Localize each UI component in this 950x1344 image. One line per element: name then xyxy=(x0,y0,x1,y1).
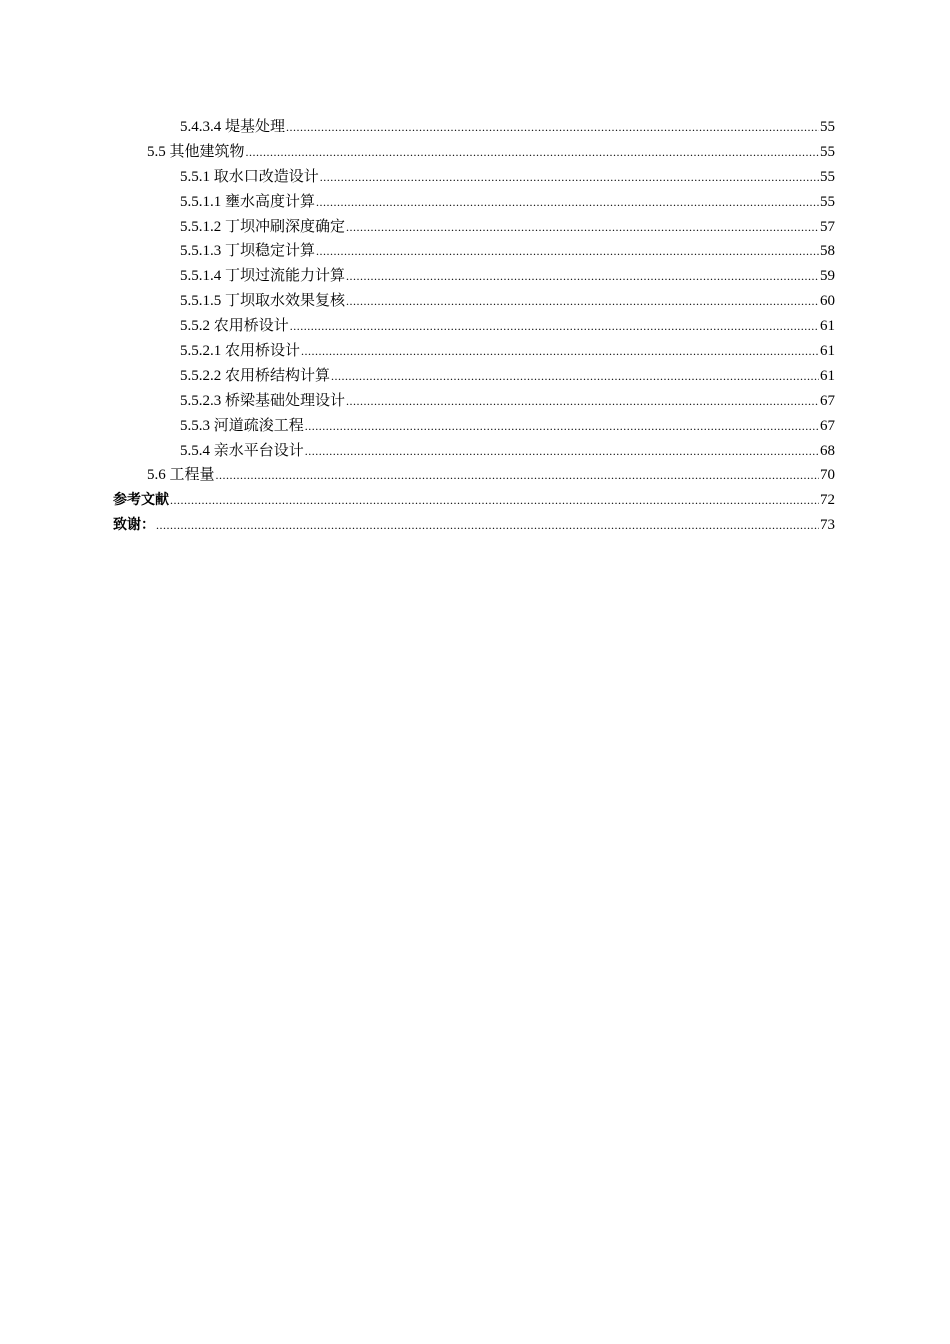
toc-entry-title: 5.6 工程量 xyxy=(147,467,215,484)
toc-leader-dots xyxy=(216,463,819,488)
toc-entry-title: 5.5.1 取水口改造设计 xyxy=(180,168,319,185)
toc-leader-dots xyxy=(170,488,819,513)
toc-entry-page: 67 xyxy=(820,392,835,409)
toc-entry-title: 5.5.2.1 农用桥设计 xyxy=(180,343,301,360)
toc-leader-dots xyxy=(156,513,819,538)
toc-entry-page: 55 xyxy=(820,168,835,185)
toc-entry-title: 致谢： xyxy=(113,517,155,534)
toc-entry[interactable] xyxy=(0,339,835,364)
toc-leader-dots xyxy=(320,165,819,190)
toc-entry-page: 67 xyxy=(820,417,835,434)
toc-leader-dots xyxy=(290,314,819,339)
toc-entry[interactable] xyxy=(0,314,835,339)
toc-leader-dots xyxy=(301,339,819,364)
toc-entry-page: 55 xyxy=(820,143,835,160)
toc-entry-title: 5.4.3.4 堤基处理 xyxy=(180,119,286,135)
toc-leader-dots xyxy=(346,289,819,314)
toc-entry-page: 68 xyxy=(820,442,835,459)
toc-entry-title: 参考文献 xyxy=(113,492,169,509)
toc-entry[interactable] xyxy=(0,115,835,140)
toc-leader-dots xyxy=(305,439,819,464)
toc-entry-page: 59 xyxy=(820,268,835,285)
toc-entry[interactable] xyxy=(0,215,835,240)
toc-entry-page: 55 xyxy=(820,119,835,135)
toc-entry-page: 58 xyxy=(820,243,835,260)
toc-entry-title: 5.5.1.5 丁坝取水效果复核 xyxy=(180,293,346,310)
toc-entry[interactable] xyxy=(0,165,835,190)
toc-entry-title: 5.5.3 河道疏浚工程 xyxy=(180,417,304,434)
toc-entry[interactable] xyxy=(0,463,835,488)
toc-leader-dots xyxy=(316,190,819,215)
toc-entry-title: 5.5.1.4 丁坝过流能力计算 xyxy=(180,268,346,285)
toc-entry[interactable] xyxy=(0,190,835,215)
toc-entry-page: 60 xyxy=(820,293,835,310)
toc-entry[interactable] xyxy=(0,513,835,538)
toc-entry-title: 5.5 其他建筑物 xyxy=(147,143,245,160)
toc-entry-page: 73 xyxy=(820,517,835,534)
toc-entry-title: 5.5.2.3 桥梁基础处理设计 xyxy=(180,392,346,409)
toc-entry-title: 5.5.1.3 丁坝稳定计算 xyxy=(180,243,316,260)
toc-entry[interactable] xyxy=(0,289,835,314)
toc-entry-title: 5.5.1.2 丁坝冲刷深度确定 xyxy=(180,218,346,235)
toc-entry-title: 5.5.1.1 壅水高度计算 xyxy=(180,193,316,210)
toc-leader-dots xyxy=(346,389,819,414)
toc-entry-page: 61 xyxy=(820,367,835,384)
toc-entry-page: 55 xyxy=(820,193,835,210)
toc-entry[interactable] xyxy=(0,364,835,389)
toc-entry-page: 70 xyxy=(820,467,835,484)
toc-entry[interactable] xyxy=(0,488,835,513)
toc-entry[interactable] xyxy=(0,140,835,165)
toc-leader-dots xyxy=(346,264,819,289)
toc-entry-page: 61 xyxy=(820,318,835,335)
toc-entry[interactable] xyxy=(0,264,835,289)
toc-leader-dots xyxy=(331,364,819,389)
toc-entry-title: 5.5.4 亲水平台设计 xyxy=(180,442,304,459)
table-of-contents xyxy=(0,115,950,538)
toc-entry[interactable] xyxy=(0,389,835,414)
toc-entry[interactable] xyxy=(0,239,835,264)
toc-entry-page: 61 xyxy=(820,343,835,360)
toc-entry[interactable] xyxy=(0,439,835,464)
toc-leader-dots xyxy=(316,239,819,264)
toc-leader-dots xyxy=(246,140,819,165)
toc-leader-dots xyxy=(286,115,819,140)
toc-entry-page: 72 xyxy=(820,492,835,509)
toc-leader-dots xyxy=(305,414,819,439)
toc-entry-title: 5.5.2.2 农用桥结构计算 xyxy=(180,367,331,384)
toc-entry-title: 5.5.2 农用桥设计 xyxy=(180,318,289,335)
toc-entry-page: 57 xyxy=(820,218,835,235)
toc-entry[interactable] xyxy=(0,414,835,439)
toc-leader-dots xyxy=(346,215,819,240)
